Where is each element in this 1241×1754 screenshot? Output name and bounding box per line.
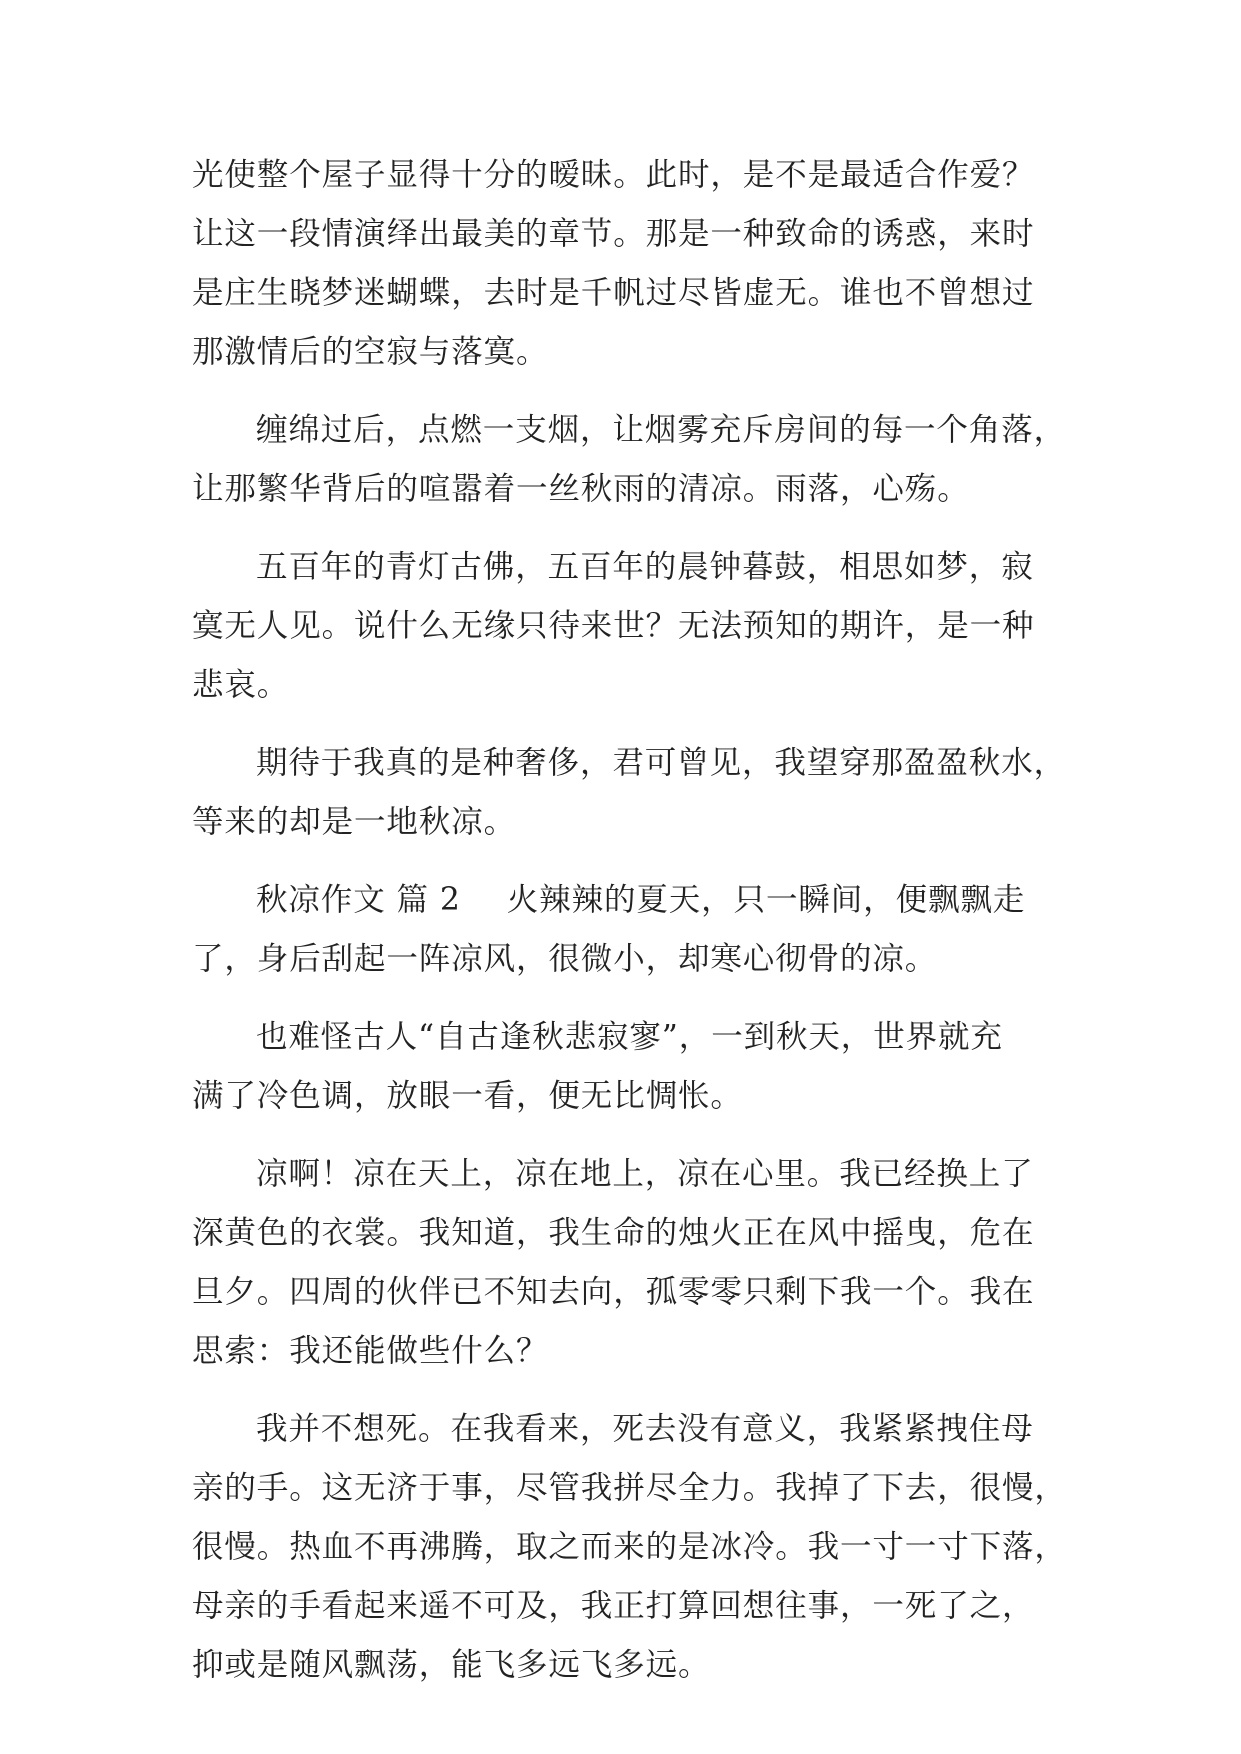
text-line: 思索：我还能做些什么？ [192, 1333, 549, 1369]
paragraph-start-line: 我并不想死。在我看来，死去没有意义，我紧紧拽住母 [256, 1411, 1034, 1447]
text-line: 母亲的手看起来遥不可及，我正打算回想往事，一死了之， [192, 1588, 1035, 1624]
text-line: 让这一段情演绎出最美的章节。那是一种致命的诱惑，来时 [192, 216, 1035, 252]
paragraph-start-line: 期待于我真的是种奢侈，君可曾见，我望穿那盈盈秋水， [256, 745, 1067, 781]
text-line: 光使整个屋子显得十分的暧昧。此时，是不是最适合作爱？ [192, 157, 1035, 193]
text-line: 很慢。热血不再沸腾，取之而来的是冰冷。我一寸一寸下落， [192, 1529, 1067, 1565]
text-line: 深黄色的衣裳。我知道，我生命的烛火正在风中摇曳，危在 [192, 1215, 1035, 1251]
text-line: 让那繁华背后的喧嚣着一丝秋雨的清凉。雨落，心殇。 [192, 471, 970, 507]
text-line: 悲哀。 [192, 667, 290, 703]
text-line: 满了冷色调，放眼一看，便无比惆怅。 [192, 1078, 743, 1114]
text-line: 抑或是随风飘荡，能飞多远飞多远。 [192, 1647, 711, 1683]
text-line: 是庄生晓梦迷蝴蝶，去时是千帆过尽皆虚无。谁也不曾想过 [192, 275, 1035, 311]
text-line: 亲的手。这无济于事，尽管我拼尽全力。我掉了下去，很慢， [192, 1470, 1067, 1506]
section-heading: 秋凉作文 篇 2 [256, 882, 461, 918]
text-line: 旦夕。四周的伙伴已不知去向，孤零零只剩下我一个。我在 [192, 1274, 1035, 1310]
paragraph-start-line: 也难怪古人“自古逢秋悲寂寥”，一到秋天，世界就充 [256, 1019, 1003, 1055]
text-line: 那激情后的空寂与落寞。 [192, 334, 549, 370]
section-heading-line [256, 880, 1025, 920]
section-first-text: 火辣辣的夏天，只一瞬间，便飘飘走 [506, 882, 1026, 918]
text-line: 了，身后刮起一阵凉风，很微小，却寒心彻骨的凉。 [192, 941, 938, 977]
paragraph-start-line: 缠绵过后，点燃一支烟，让烟雾充斥房间的每一个角落， [256, 412, 1067, 448]
text-line: 等来的却是一地秋凉。 [192, 804, 517, 840]
text-line: 寞无人见。说什么无缘只待来世？无法预知的期许，是一种 [192, 608, 1035, 644]
paragraph-start-line: 五百年的青灯古佛，五百年的晨钟暮鼓，相思如梦，寂 [256, 549, 1034, 585]
paragraph-start-line: 凉啊！凉在天上，凉在地上，凉在心里。我已经换上了 [256, 1156, 1034, 1192]
